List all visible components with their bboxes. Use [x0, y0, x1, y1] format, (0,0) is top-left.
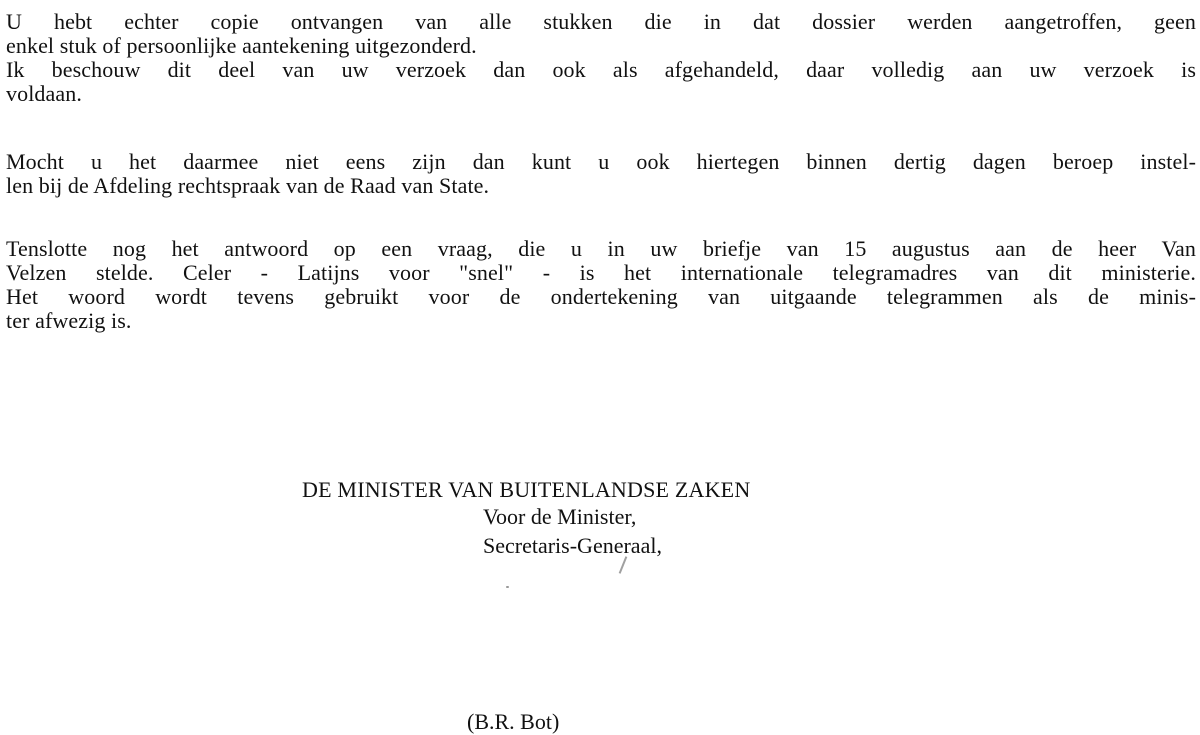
paragraph-line: Mocht u het daarmee niet eens zijn dan kunt u ook hiertegen binnen dertig dagen beroep instel- — [6, 149, 1196, 174]
paragraph-line: Tenslotte nog het antwoord op een vraag, die u in uw briefje van 15 augustus aan de heer Van — [6, 236, 1196, 261]
paragraph-line: voldaan. — [6, 81, 82, 106]
paragraph-line: enkel stuk of persoonlijke aantekening uitgezonderd. — [6, 33, 477, 58]
signature-title: DE MINISTER VAN BUITENLANDSE ZAKEN — [302, 477, 751, 502]
ink-speck — [506, 586, 509, 588]
paragraph-line: len bij de Afdeling rechtspraak van de Raad van State. — [6, 173, 490, 198]
signature-on-behalf: Voor de Minister, — [483, 504, 637, 529]
paragraph-line: U hebt echter copie ontvangen van alle stukken die in dat dossier werden aangetroffen, geen — [6, 9, 1196, 34]
signature-role: Secretaris-Generaal, — [483, 533, 662, 558]
signatory-name: (B.R. Bot) — [467, 709, 560, 734]
paragraph-celer — [6, 237, 1196, 333]
paragraph-line: ter afwezig is. — [6, 308, 132, 333]
paragraph-line: Ik beschouw dit deel van uw verzoek dan ook als afgehandeld, daar volledig aan uw verzoek is — [6, 57, 1196, 82]
paragraph-line: Velzen stelde. Celer - Latijns voor "snel" - is het internationale telegramadres van dit ministerie. — [6, 260, 1196, 285]
paragraph-appeal — [6, 150, 1196, 198]
paragraph-dossier — [6, 10, 1196, 106]
pen-mark — [619, 556, 628, 573]
paragraph-line: Het woord wordt tevens gebruikt voor de ondertekening van uitgaande telegrammen als de minis- — [6, 284, 1196, 309]
